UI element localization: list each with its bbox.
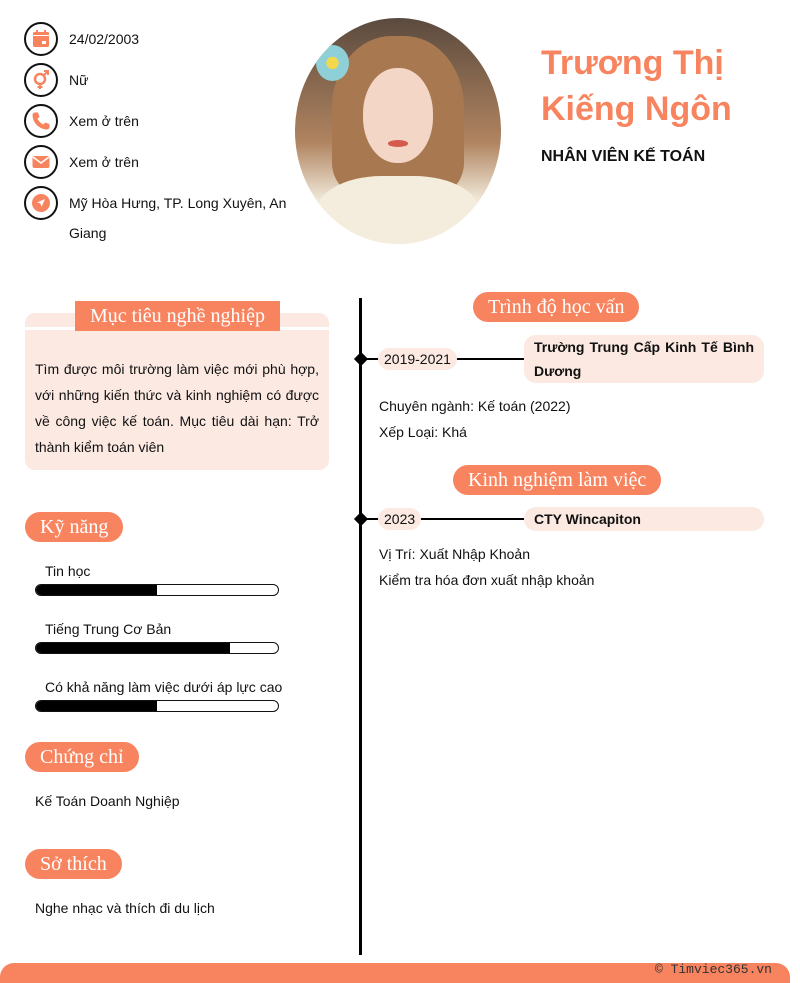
skill-bar — [35, 642, 279, 654]
footer-bar — [0, 963, 790, 983]
avatar — [295, 18, 501, 244]
gender-text: Nữ — [69, 72, 89, 88]
skill-label: Tiếng Trung Cơ Bản — [45, 621, 172, 637]
objective-text: Tìm được môi trường làm việc mới phù hợp, với những kiến thức và kinh nghiệm có được về công việc kế toán. Mục tiêu dài hạn: Trở thành kiểm toán viên — [35, 361, 319, 455]
timeline-line — [359, 298, 362, 955]
skill-bar-fill — [36, 643, 230, 653]
name-line-1: Trương Thị — [541, 44, 724, 82]
experience-detail: Kiểm tra hóa đơn xuất nhập khoản — [379, 572, 595, 588]
contact-birthdate — [24, 22, 289, 56]
calendar-icon — [24, 22, 58, 56]
experience-heading: Kinh nghiệm làm việc — [453, 465, 661, 495]
hobby-item: Nghe nhạc và thích đi du lịch — [35, 900, 215, 916]
skill-label: Có khả năng làm việc dưới áp lực cao — [45, 679, 283, 695]
contact-address — [24, 186, 289, 248]
gender-icon — [24, 63, 58, 97]
skill-bar — [35, 584, 279, 596]
certificates-heading: Chứng chỉ — [25, 742, 139, 772]
contact-email — [24, 145, 289, 179]
address-text: Mỹ Hòa Hưng, TP. Long Xuyên, An Giang — [69, 195, 287, 241]
mail-icon — [24, 145, 58, 179]
skill-bar — [35, 700, 279, 712]
contact-gender — [24, 63, 289, 97]
education-detail: Xếp Loại: Khá — [379, 424, 467, 440]
skill-label: Tin học — [45, 563, 91, 579]
hobbies-heading: Sở thích — [25, 849, 122, 879]
email-text: Xem ở trên — [69, 154, 139, 170]
contact-phone — [24, 104, 289, 138]
education-detail: Chuyên ngành: Kế toán (2022) — [379, 398, 571, 414]
objective-heading: Mục tiêu nghề nghiệp — [75, 301, 280, 331]
skills-heading: Kỹ năng — [25, 512, 123, 542]
phone-icon — [24, 104, 58, 138]
certificate-item: Kế Toán Doanh Nghiệp — [35, 793, 180, 809]
job-title: NHÂN VIÊN KẾ TOÁN — [541, 148, 706, 165]
candidate-name — [541, 40, 732, 132]
skill-bar-fill — [36, 701, 157, 711]
experience-company: CTY Wincapiton — [524, 507, 764, 531]
education-date: 2019-2021 — [378, 348, 457, 370]
phone-text: Xem ở trên — [69, 113, 139, 129]
name-line-2: Kiếng Ngôn — [541, 90, 732, 128]
skill-bar-fill — [36, 585, 157, 595]
education-heading: Trình độ học vấn — [473, 292, 639, 322]
education-school: Trường Trung Cấp Kinh Tế Bình Dương — [524, 335, 764, 383]
footer-copyright[interactable]: © Timviec365.vn — [654, 962, 772, 977]
location-icon — [24, 186, 58, 220]
experience-detail: Vị Trí: Xuất Nhập Khoản — [379, 546, 530, 562]
birthdate-text: 24/02/2003 — [69, 31, 140, 47]
experience-date: 2023 — [378, 508, 421, 530]
